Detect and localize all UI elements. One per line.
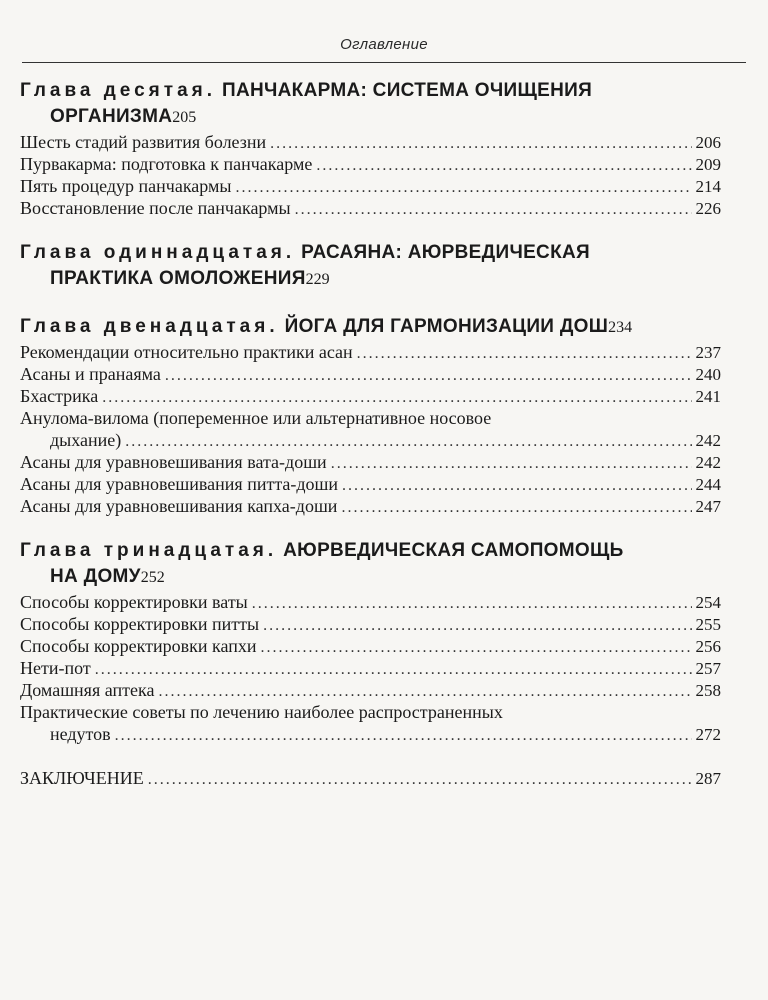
toc-entry[interactable] — [20, 474, 721, 496]
chapter-13 — [20, 540, 721, 746]
leader-dots — [148, 771, 692, 789]
toc-entry[interactable] — [20, 724, 721, 746]
page-number: 247 — [695, 497, 721, 516]
page-number: 256 — [695, 637, 721, 656]
page-number: 205 — [172, 109, 197, 126]
chapter-label: Глава одиннадцатая. — [20, 242, 296, 263]
entry-title-wrap[interactable]: Практические советы по лечению наиболее распространенных — [20, 702, 503, 722]
leader-dots — [165, 367, 692, 385]
leader-dots — [261, 639, 692, 657]
chapter-title-cont: ОРГАНИЗМА — [50, 106, 173, 127]
entry-title: Асаны и пранаяма — [20, 364, 161, 384]
header-rule — [22, 62, 746, 63]
leader-dots — [263, 617, 691, 635]
entry-title: Асаны для уравновешивания вата-доши — [20, 452, 327, 472]
page-number: 242 — [695, 431, 721, 450]
leader-dots — [125, 433, 691, 451]
table-of-contents — [20, 80, 721, 812]
chapter-heading — [20, 540, 721, 566]
page-number: 241 — [695, 387, 721, 406]
chapter-label: Глава тринадцатая. — [20, 540, 278, 561]
leader-dots — [357, 345, 692, 363]
page-number: 229 — [305, 271, 330, 288]
toc-entry[interactable] — [20, 452, 721, 474]
page-number: 237 — [695, 343, 721, 362]
toc-entry[interactable] — [20, 592, 721, 614]
page-number: 206 — [695, 133, 721, 152]
chapter-heading-cont — [20, 268, 721, 294]
toc-entry[interactable] — [20, 386, 721, 408]
entry-title: Асаны для уравновешивания капха-доши — [20, 496, 338, 516]
entry-title-cont: дыхание) — [50, 430, 122, 450]
toc-entry[interactable] — [20, 154, 721, 176]
chapter-heading-cont — [20, 566, 721, 592]
chapter-label: Глава десятая. — [20, 80, 217, 101]
chapter-heading-cont — [20, 106, 721, 132]
entry-title: Восстановление после панчакармы — [20, 198, 291, 218]
entry-title: Домашняя аптека — [20, 680, 155, 700]
page-number: 287 — [695, 769, 721, 788]
page-number: 234 — [608, 319, 633, 336]
chapter-title: АЮРВЕДИЧЕСКАЯ САМОПОМОЩЬ — [283, 540, 624, 561]
entry-title: ЗАКЛЮЧЕНИЕ — [20, 768, 144, 788]
leader-dots — [102, 389, 691, 407]
toc-entry[interactable] — [20, 364, 721, 386]
leader-dots — [341, 499, 691, 517]
chapter-heading — [20, 242, 721, 268]
leader-dots — [252, 595, 692, 613]
toc-entry[interactable] — [20, 496, 721, 518]
conclusion — [20, 768, 721, 790]
toc-entry[interactable] — [20, 658, 721, 680]
entry-title: Способы корректировки капхи — [20, 636, 257, 656]
toc-entry[interactable] — [20, 768, 721, 790]
chapter-title-cont: НА ДОМУ — [50, 566, 141, 587]
page-number: 240 — [695, 365, 721, 384]
entry-title: Асаны для уравновешивания питта-доши — [20, 474, 339, 494]
chapter-10 — [20, 80, 721, 220]
leader-dots — [158, 683, 691, 701]
page-number: 272 — [695, 725, 721, 744]
toc-entry[interactable] — [20, 198, 721, 220]
leader-dots — [342, 477, 691, 495]
chapter-heading — [20, 80, 721, 106]
leader-dots — [316, 157, 691, 175]
leader-dots — [270, 135, 691, 153]
entry-title: Бхастрика — [20, 386, 99, 406]
page-number: 226 — [695, 199, 721, 218]
entry-title-cont: недутов — [50, 724, 111, 744]
toc-entry[interactable] — [20, 132, 721, 154]
running-head: Оглавление — [340, 36, 428, 53]
entry-title: Пурвакарма: подготовка к панчакарме — [20, 154, 313, 174]
page-number: 258 — [695, 681, 721, 700]
entry-title-wrap[interactable]: Анулома-вилома (попеременное или альтернативное носовое — [20, 408, 492, 428]
toc-entry[interactable] — [20, 614, 721, 636]
leader-dots — [331, 455, 692, 473]
leader-dots — [95, 661, 692, 679]
chapter-11 — [20, 242, 721, 294]
page-number: 209 — [695, 155, 721, 174]
toc-entry[interactable] — [20, 342, 721, 364]
chapter-title: ЙОГА ДЛЯ ГАРМОНИЗАЦИИ ДОШ — [284, 316, 609, 337]
toc-entry[interactable] — [20, 176, 721, 198]
page-number: 244 — [695, 475, 721, 494]
leader-dots — [115, 727, 692, 745]
chapter-title-cont: ПРАКТИКА ОМОЛОЖЕНИЯ — [50, 268, 306, 289]
entry-title: Нети-пот — [20, 658, 91, 678]
entry-title: Способы корректировки питты — [20, 614, 260, 634]
page-number: 257 — [695, 659, 721, 678]
page-number: 254 — [695, 593, 721, 612]
entry-title: Пять процедур панчакармы — [20, 176, 232, 196]
chapter-heading — [20, 316, 721, 342]
entry-title: Способы корректировки ваты — [20, 592, 248, 612]
toc-entry[interactable] — [20, 430, 721, 452]
toc-entry[interactable] — [20, 680, 721, 702]
entry-title: Рекомендации относительно практики асан — [20, 342, 353, 362]
chapter-label: Глава двенадцатая. — [20, 316, 279, 337]
page-number: 252 — [140, 569, 165, 586]
toc-entry[interactable] — [20, 636, 721, 658]
page-number: 255 — [695, 615, 721, 634]
entry-title: Шесть стадий развития болезни — [20, 132, 267, 152]
leader-dots — [236, 179, 692, 197]
chapter-12 — [20, 316, 721, 518]
leader-dots — [295, 201, 692, 219]
chapter-title: РАСАЯНА: АЮРВЕДИЧЕСКАЯ — [301, 242, 590, 263]
page-number: 214 — [695, 177, 721, 196]
page-number: 242 — [695, 453, 721, 472]
chapter-title: ПАНЧАКАРМА: СИСТЕМА ОЧИЩЕНИЯ — [222, 80, 593, 101]
